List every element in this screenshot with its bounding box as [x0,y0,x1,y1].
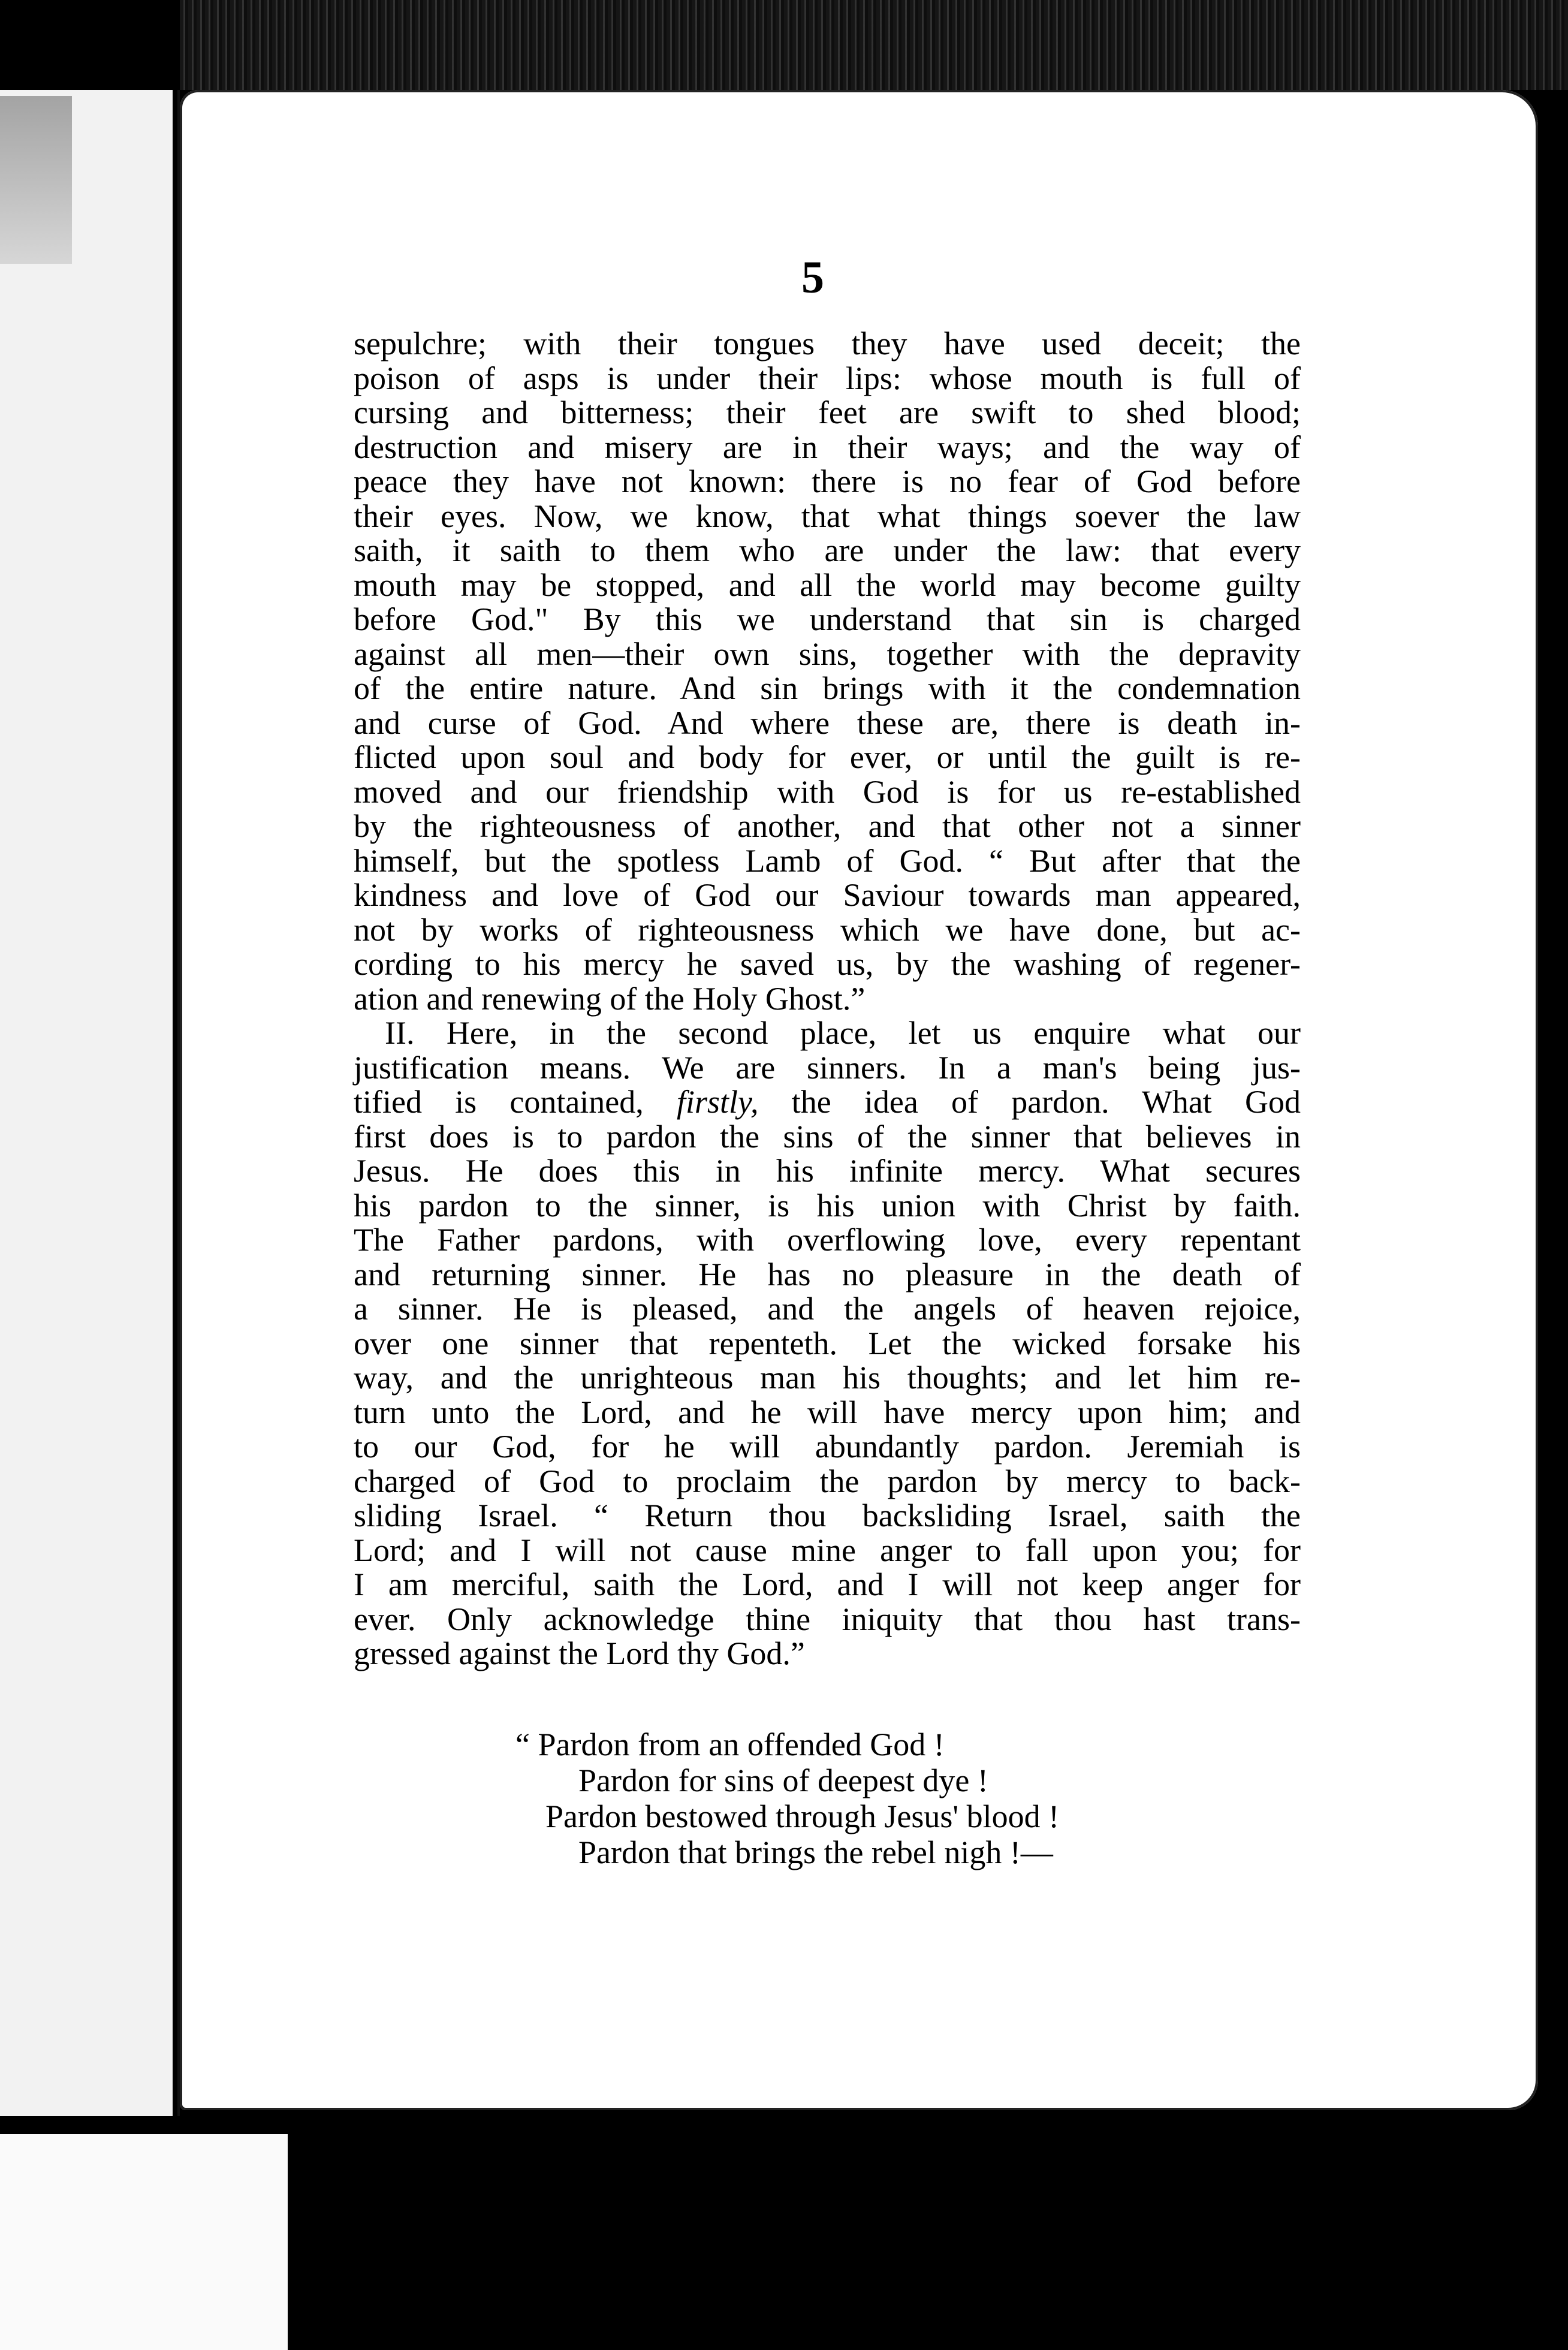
text-line: turn unto the Lord, and he will have mercy upon him; and [354,1394,1301,1430]
text-line: himself, but the spotless Lamb of God. “ But after that the [354,842,1301,879]
verse-line: Pardon that brings the rebel nigh !— [578,1834,1053,1870]
text-line: kindness and love of God our Saviour towards man appeared, [354,877,1301,913]
facing-page-corner [0,2134,288,2350]
text-line: their eyes. Now, we know, that what things soever the law [354,498,1301,534]
text-line: mouth may be stopped, and all the world may become guilty [354,567,1301,603]
text-line: Lord; and I will not cause mine anger to fall upon you; for [354,1532,1301,1568]
text-line: II. Here, in the second place, let us enquire what our [385,1015,1301,1051]
text-line: flicted upon soul and body for ever, or until the guilt is re- [354,739,1301,775]
text-line: first does is to pardon the sins of the sinner that believes in [354,1118,1301,1155]
verse-line: “ Pardon from an offended God ! [515,1727,945,1762]
page-shadow [0,96,72,264]
body-text [354,327,1301,1671]
text-line: of the entire nature. And sin brings with it the condemnation [354,670,1301,706]
text-line: cording to his mercy he saved us, by the washing of regener- [354,946,1301,982]
text-line: not by works of righteousness which we have done, but ac- [354,911,1301,948]
italic-word: firstly, [676,1084,759,1120]
text-line: ation and renewing of the Holy Ghost.” [354,980,866,1017]
text-line: a sinner. He is pleased, and the angels of heaven rejoice, [354,1291,1301,1327]
text-line-mixed [354,1085,1301,1120]
text-line: I am merciful, saith the Lord, and I will not keep anger for [354,1566,1301,1602]
text-line: his pardon to the sinner, is his union with Christ by faith. [354,1187,1301,1224]
line-part: tified is contained, [354,1084,677,1120]
text-line: cursing and bitterness; their feet are swift to shed blood; [354,394,1301,430]
text-line: to our God, for he will abundantly pardon. Jeremiah is [354,1429,1301,1465]
text-line: gressed against the Lord thy God.” [354,1635,805,1671]
text-line: and returning sinner. He has no pleasure in the death of [354,1256,1301,1292]
text-line: Jesus. He does this in his infinite mercy. What secures [354,1153,1301,1189]
torn-page-strip [180,0,1568,90]
text-line: justification means. We are sinners. In a man's being jus- [354,1049,1301,1086]
text-line: before God." By this we understand that sin is charged [354,601,1301,637]
text-line: and curse of God. And where these are, there is death in- [354,704,1301,741]
text-line: moved and our friendship with God is for us re-established [354,773,1301,810]
page-number: 5 [801,252,824,303]
text-line: way, and the unrighteous man his thoughts; and let him re- [354,1360,1301,1396]
text-line: saith, it saith to them who are under the law: that every [354,532,1301,568]
verse-line: Pardon bestowed through Jesus' blood ! [545,1798,1060,1834]
text-line: charged of God to proclaim the pardon by mercy to back- [354,1463,1301,1499]
text-line: sepulchre; with their tongues they have used deceit; the [354,326,1301,361]
text-line: against all men—their own sins, together with the depravity [354,635,1301,672]
text-line: sliding Israel. “ Return thou backsliding Israel, saith the [354,1498,1301,1533]
text-line: The Father pardons, with overflowing love, every repentant [354,1222,1301,1258]
text-line: peace they have not known: there is no fear of God before [354,463,1301,499]
line-part: the idea of pardon. What God [758,1084,1301,1120]
text-line: destruction and misery are in their ways; and the way of [354,429,1301,465]
facing-page-edge [0,90,180,2116]
book-binding [173,0,177,2350]
verse-line: Pardon for sins of deepest dye ! [578,1762,988,1798]
text-line: over one sinner that repenteth. Let the wicked forsake his [354,1325,1301,1361]
text-line: poison of asps is under their lips: whose mouth is full of [354,360,1301,396]
text-line: ever. Only acknowledge thine iniquity that thou hast trans- [354,1601,1301,1637]
hymn-quote [354,1727,1301,1870]
text-line: by the righteousness of another, and that other not a sinner [354,808,1301,844]
